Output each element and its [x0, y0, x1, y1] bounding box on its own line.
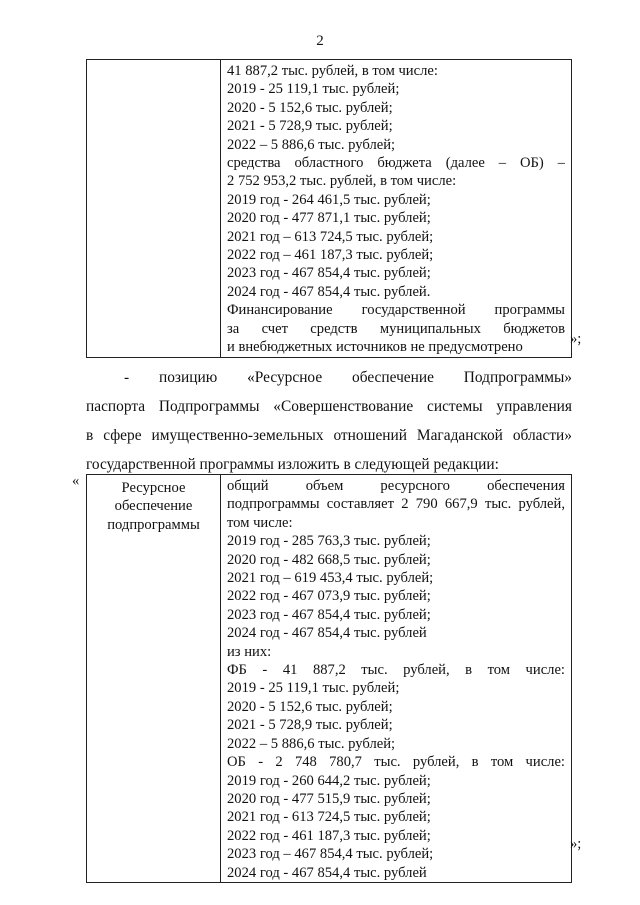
table1-line: 2023 год - 467 854,4 тыс. рублей;: [227, 265, 431, 282]
table1-closing-quote: »;: [570, 331, 582, 347]
table2-line: 2022 год - 461 187,3 тыс. рублей;: [227, 827, 431, 844]
table2-opening-quote: «: [72, 473, 80, 489]
table2-line: 2021 - 5 728,9 тыс. рублей;: [227, 717, 393, 734]
table1-line: Финансирование государственной программы: [227, 302, 565, 319]
table2-line: 2021 год – 619 453,4 тыс. рублей;: [227, 570, 434, 587]
table1-right-cell: [221, 60, 572, 358]
table2-line: 2021 год - 613 724,5 тыс. рублей;: [227, 809, 431, 826]
table2-line: 2020 год - 482 668,5 тыс. рублей;: [227, 551, 431, 568]
table1-line: 2022 год – 461 187,3 тыс. рублей;: [227, 247, 434, 264]
paragraph-line: государственной программы изложить в следующей редакции:: [86, 456, 499, 473]
table2-left-label: [87, 479, 220, 534]
table1-line: 2021 год – 613 724,5 тыс. рублей;: [227, 228, 434, 245]
table2-line: 2022 – 5 886,6 тыс. рублей;: [227, 735, 396, 752]
table1-line: 2019 год - 264 461,5 тыс. рублей;: [227, 191, 431, 208]
table2-line: том числе:: [227, 514, 293, 531]
table2-line: 2024 год - 467 854,4 тыс. рублей: [227, 625, 427, 642]
table2-left-label-line: Ресурсное: [121, 480, 186, 496]
table1-line: за счет средств муниципальных бюджетов: [227, 320, 565, 337]
table2-line: подпрограммы составляет 2 790 667,9 тыс. рублей,: [227, 496, 565, 513]
table2-line: ФБ - 41 887,2 тыс. рублей, в том числе:: [227, 662, 565, 679]
resource-table-continued: [86, 59, 572, 358]
table2-line: 2022 год - 467 073,9 тыс. рублей;: [227, 588, 431, 605]
table2-closing-quote: »;: [570, 836, 582, 852]
table1-line: 2024 год - 467 854,4 тыс. рублей.: [227, 283, 431, 300]
table2-line: общий объем ресурсного обеспечения: [227, 478, 565, 494]
table2-line: 2020 год - 477 515,9 тыс. рублей;: [227, 790, 431, 807]
table2-line: 2023 год – 467 854,4 тыс. рублей;: [227, 846, 434, 863]
table1-line: 41 887,2 тыс. рублей, в том числе:: [227, 63, 438, 79]
table1-lines: [221, 60, 571, 357]
table1-left-cell: [87, 60, 221, 358]
paragraph-line: - позицию «Ресурсное обеспечение Подпрограммы»: [124, 369, 572, 386]
table2-line: 2023 год - 467 854,4 тыс. рублей;: [227, 606, 431, 623]
table2-line: из них:: [227, 643, 272, 660]
table2-line: 2024 год - 467 854,4 тыс. рублей: [227, 864, 427, 881]
table2-left-label-line: обеспечение: [114, 498, 193, 515]
table1-line: 2 752 953,2 тыс. рублей, в том числе:: [227, 173, 457, 190]
resource-table-new: [86, 474, 572, 883]
table2-right-cell: [221, 475, 572, 883]
table2-line: 2019 год - 285 763,3 тыс. рублей;: [227, 533, 431, 550]
table2-lines: [221, 475, 571, 882]
table2-line: 2019 - 25 119,1 тыс. рублей;: [227, 680, 400, 697]
table1-line: 2020 год - 477 871,1 тыс. рублей;: [227, 210, 431, 227]
instruction-paragraph: [86, 363, 572, 479]
table2-line: ОБ - 2 748 780,7 тыс. рублей, в том числе:: [227, 754, 565, 771]
table1-line: и внебюджетных источников не предусмотрено: [227, 339, 523, 356]
paragraph-line: в сфере имущественно-земельных отношений Магаданской области»: [86, 427, 572, 444]
table2-line: 2020 - 5 152,6 тыс. рублей;: [227, 698, 393, 715]
table2-left-label-line: подпрограммы: [107, 516, 200, 533]
table1-line: 2022 – 5 886,6 тыс. рублей;: [227, 136, 396, 153]
table1-line: средства областного бюджета (далее – ОБ) –: [227, 155, 565, 172]
table1-line: 2020 - 5 152,6 тыс. рублей;: [227, 99, 393, 116]
table2-left-cell: [87, 475, 221, 883]
table1-line: 2019 - 25 119,1 тыс. рублей;: [227, 81, 400, 98]
table2-line: 2019 год - 260 644,2 тыс. рублей;: [227, 772, 431, 789]
paragraph-line: паспорта Подпрограммы «Совершенствование системы управления: [86, 398, 572, 415]
page-number: 2: [316, 33, 324, 49]
table1-line: 2021 - 5 728,9 тыс. рублей;: [227, 118, 393, 135]
